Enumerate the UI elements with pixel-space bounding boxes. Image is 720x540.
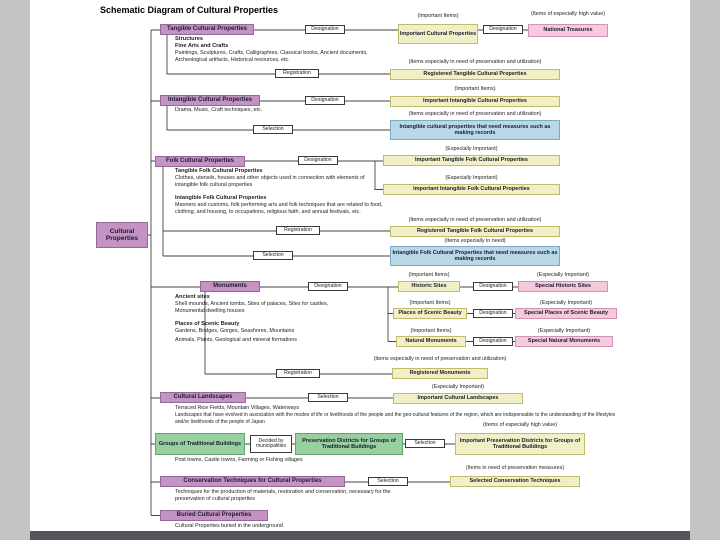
qualifier-especially-important-itfcp: (Especially Important) xyxy=(445,146,498,152)
outcome-historic-sites: Historic Sites xyxy=(398,281,460,292)
qualifier-preservation-measures-sct: (Items in need of preservation measures) xyxy=(465,465,565,471)
process-designation-monuments: Designation xyxy=(308,282,348,291)
outcome-natural-monuments: Natural Monuments xyxy=(396,336,466,347)
outcome-registered-tangible-folk: Registered Tangible Folk Cultural Properties xyxy=(390,226,560,237)
outcome-intangible-records: Intangible cultural properties that need measures such as making records xyxy=(390,120,560,140)
process-selection-conservation: Selection xyxy=(368,477,408,486)
qualifier-especially-important-spsb: (Especially Important) xyxy=(539,300,593,306)
monuments-sub1-desc: Shell mounds, Ancient tombs, Sites of palaces, Sites for castles, Monumental dwelling houses xyxy=(175,301,329,315)
qualifier-especially-important-shs: (Especially Important) xyxy=(536,272,590,278)
qualifier-preservation-rtfcp: (Items especially in need of preservation and utilization) xyxy=(408,217,542,223)
outcome-important-cultural-landscapes: Important Cultural Landscapes xyxy=(393,393,523,404)
process-designation-tangible: Designation xyxy=(305,25,345,34)
qualifier-important-items-nm: (Important Items) xyxy=(410,328,452,334)
branch-folk: Folk Cultural Properties xyxy=(155,156,245,167)
branch-conservation-techniques: Conservation Techniques for Cultural Properties xyxy=(160,476,345,487)
folk-sub1-title: Tangible Folk Cultural Properties xyxy=(175,168,263,174)
qualifier-important-items-psb: (Important Items) xyxy=(409,300,451,306)
left-gutter xyxy=(0,0,30,540)
monuments-sub1-title: Ancient sites xyxy=(175,294,210,300)
outcome-selected-conservation-techniques: Selected Conservation Techniques xyxy=(450,476,580,487)
intangible-desc: Drama, Music, Craft techniques, etc. xyxy=(175,107,263,113)
qualifier-preservation-rtcp: (Items especially in need of preservation and utilization) xyxy=(408,59,542,65)
process-designation-folk: Designation xyxy=(298,156,338,165)
outcome-important-intangible: Important Intangible Cultural Properties xyxy=(390,96,560,107)
folk-sub1-desc: Clothes, utensils, houses and other objects used in connection with elements of intangible folk cultural properties xyxy=(175,175,365,189)
outcome-special-places-scenic: Special Places of Scenic Beauty xyxy=(515,308,617,319)
process-designation-national-treasures: Designation xyxy=(483,25,523,34)
qualifier-especially-important-iifcp: (Especially Important) xyxy=(445,175,498,181)
outcome-important-intangible-folk: Important Intangible Folk Cultural Properties xyxy=(383,184,560,195)
outcome-important-preservation-districts: Important Preservation Districts for Groups of Traditional Buildings xyxy=(455,433,585,455)
branch-landscapes: Cultural Landscapes xyxy=(160,392,246,403)
qualifier-important-items-icp: (Important Items) xyxy=(417,13,459,19)
process-registration-monuments: Registration xyxy=(276,369,320,378)
outcome-special-historic-sites: Special Historic Sites xyxy=(518,281,608,292)
qualifier-high-value-nt: (Items of especially high value) xyxy=(530,11,605,17)
process-designation-intangible: Designation xyxy=(305,96,345,105)
root-cultural-properties: Cultural Properties xyxy=(96,222,148,248)
buried-desc: Cultural Properties buried in the underground xyxy=(175,523,283,529)
process-selection-folk: Selection xyxy=(253,251,293,260)
process-designation-scenic-special: Designation xyxy=(473,309,513,318)
branch-buried-cultural-properties: Buried Cultural Properties xyxy=(160,510,268,521)
landscapes-desc: Landscapes that have evolved in association with the modes of life or livelihoods of the people and the geo-cultural features of the region, which are indispensable to the understanding of the lifestyles and/or livelihoods of the people of Japan xyxy=(175,412,616,425)
process-selection-intangible: Selection xyxy=(253,125,293,134)
tangible-item-fine-arts: Fine Arts and Crafts xyxy=(175,43,229,49)
conservation-desc: Techniques for the production of materials, restoration and conservation, necessary for the preservation of cultural properties xyxy=(175,489,391,503)
bottom-bar xyxy=(30,531,690,540)
groups-desc: Post towns, Castle towns, Farming or Fishing villages xyxy=(175,457,303,463)
tangible-desc: Paintings, Sculptures, Crafts, Calligraphies, Classical books, Ancient documents, Archeological artifacts, Historical resources, etc. xyxy=(175,50,368,64)
outcome-preservation-districts: Preservation Districts for Groups of Traditional Buildings xyxy=(295,433,403,455)
monuments-sub3-desc: Animals, Plants, Geological and mineral formations xyxy=(175,337,297,343)
landscapes-items: Terraced Rice Fields, Mountain Villages, Waterways xyxy=(175,405,300,411)
page-title: Schematic Diagram of Cultural Properties xyxy=(100,5,279,15)
qualifier-important-items-hs: (Important Items) xyxy=(408,272,450,278)
qualifier-high-value-ipd: (Items of especially high value) xyxy=(482,422,557,428)
qualifier-especially-important-snm: (Especially Important) xyxy=(537,328,591,334)
outcome-important-tangible-folk: Important Tangible Folk Cultural Properties xyxy=(383,155,560,166)
process-decided-by-municipalities: Decided by municipalities xyxy=(250,435,292,453)
process-selection-groups: Selection xyxy=(405,439,445,448)
tangible-item-structures: Structures xyxy=(175,36,203,42)
qualifier-especially-important-icl: (Especially Important) xyxy=(431,384,485,390)
monuments-sub2-title: Places of Scenic Beauty xyxy=(175,321,240,327)
branch-intangible: Intangible Cultural Properties xyxy=(160,95,260,106)
qualifier-especially-in-need-ifcr: (Items especially in need) xyxy=(444,238,506,244)
qualifier-preservation-icr: (Items especially in need of preservation and utilization) xyxy=(408,111,542,117)
branch-tangible: Tangible Cultural Properties xyxy=(160,24,254,35)
process-designation-historic-special: Designation xyxy=(473,282,513,291)
process-registration-folk: Registration xyxy=(276,226,320,235)
outcome-special-natural-monuments: Special Natural Monuments xyxy=(515,336,613,347)
qualifier-preservation-rm: (Items especially in need of preservation and utilization) xyxy=(373,356,507,362)
outcome-intangible-folk-records: Intangible Folk Cultural Properties that need measures such as making records xyxy=(390,246,560,266)
outcome-registered-tangible: Registered Tangible Cultural Properties xyxy=(390,69,560,80)
outcome-important-cultural-properties: Important Cultural Properties xyxy=(398,24,478,44)
outcome-registered-monuments: Registered Monuments xyxy=(392,368,488,379)
process-registration-tangible: Registration xyxy=(275,69,319,78)
branch-groups-traditional-buildings: Groups of Traditional Buildings xyxy=(155,433,245,455)
folk-sub2-desc: Manners and customs, folk performing arts and folk techniques that are related to food, clothing, and housing, to occupations, religious faith, and annual festivals, etc. xyxy=(175,202,383,216)
folk-sub2-title: Intangible Folk Cultural Properties xyxy=(175,195,267,201)
branch-monuments: Monuments xyxy=(200,281,260,292)
outcome-places-scenic-beauty: Places of Scenic Beauty xyxy=(393,308,467,319)
outcome-national-treasures: National Treasures xyxy=(528,24,608,37)
monuments-sub2-desc: Gardens, Bridges, Gorges, Seashores, Mountains xyxy=(175,328,295,334)
process-designation-natural-special: Designation xyxy=(473,337,513,346)
process-selection-landscapes: Selection xyxy=(308,393,348,402)
qualifier-important-items-iicp: (Important Items) xyxy=(454,86,496,92)
right-gutter xyxy=(690,0,720,540)
